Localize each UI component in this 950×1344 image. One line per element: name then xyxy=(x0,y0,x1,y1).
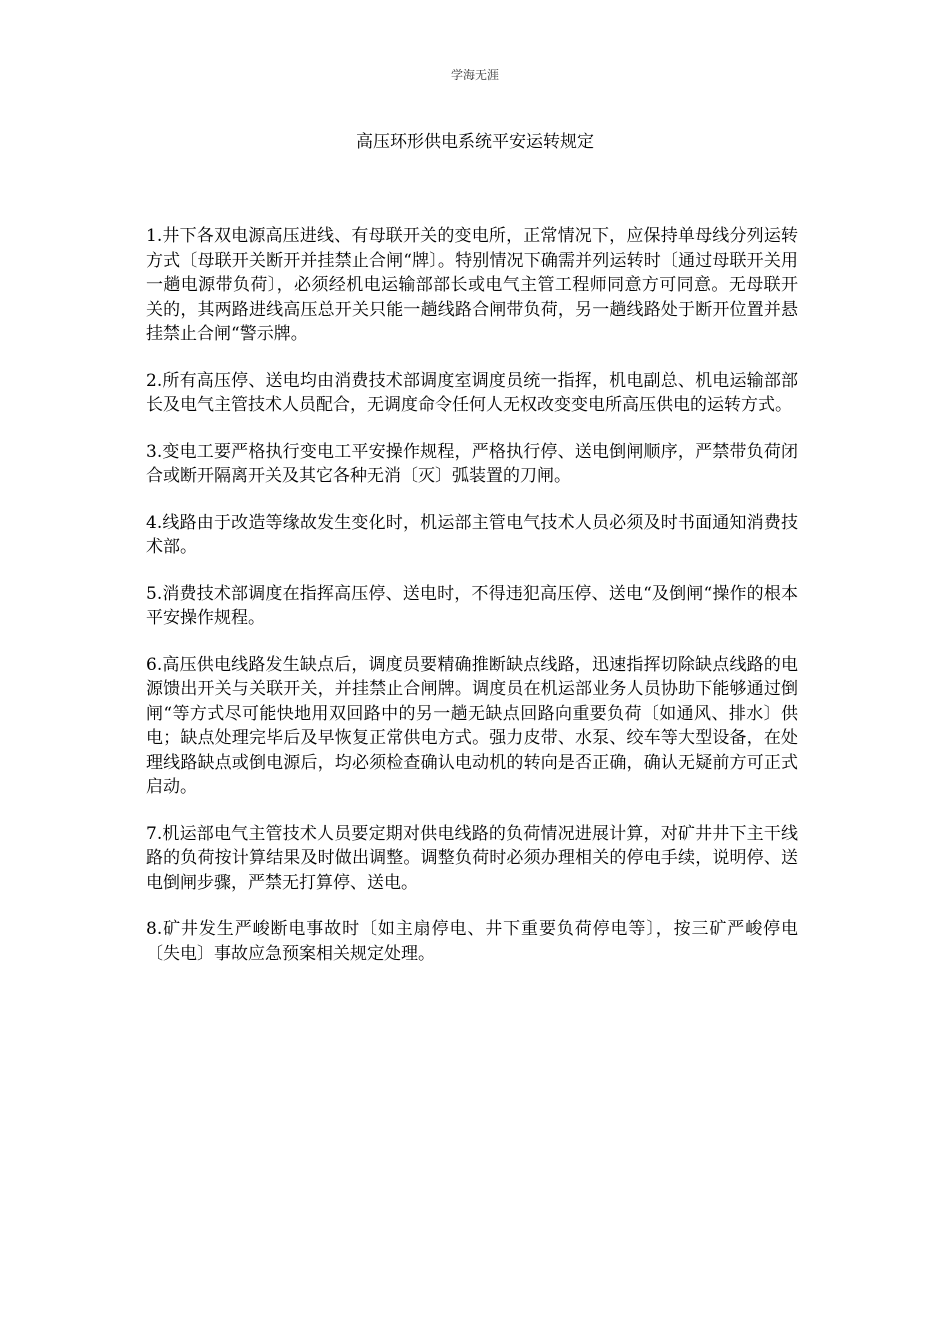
document-body xyxy=(146,224,798,988)
document-title: 高压环形供电系统平安运转规定 xyxy=(356,132,594,152)
paragraph-4: 4.线路由于改造等缘故发生变化时，机运部主管电气技术人员必须及时书面通知消费技术部。 xyxy=(146,512,798,557)
paragraph-3: 3.变电工要严格执行变电工平安操作规程，严格执行停、送电倒闸顺序，严禁带负荷闭合或断开隔离开关及其它各种无消〔灭〕弧装置的刀闸。 xyxy=(146,441,798,486)
paragraph-1: 1.井下各双电源高压进线、有母联开关的变电所，正常情况下，应保持单母线分列运转方式〔母联开关断开并挂禁止合闸“牌〕。特别情况下确需并列运转时〔通过母联开关用一趟电源带负荷〕，必须经机电运输部部长或电气主管工程师同意方可同意。无母联开关的，其两路进线高压总开关只能一趟线路合闸带负荷，另一趟线路处于断开位置并悬挂禁止合闸“警示牌。 xyxy=(146,226,798,344)
paragraph-2: 2.所有高压停、送电均由消费技术部调度室调度员统一指挥，机电副总、机电运输部部长及电气主管技术人员配合，无调度命令任何人无权改变变电所高压供电的运转方式。 xyxy=(146,370,798,415)
paragraph-7: 7.机运部电气主管技术人员要定期对供电线路的负荷情况进展计算，对矿井井下主干线路的负荷按计算结果及时做出调整。调整负荷时必须办理相关的停电手续，说明停、送电倒闸步骤，严禁无打算停、送电。 xyxy=(146,823,798,893)
paragraph-5: 5.消费技术部调度在指挥高压停、送电时，不得违犯高压停、送电“及倒闸“操作的根本平安操作规程。 xyxy=(146,583,798,628)
paragraph-6: 6.高压供电线路发生缺点后，调度员要精确推断缺点线路，迅速指挥切除缺点线路的电源馈出开关与关联开关，并挂禁止合闸牌。调度员在机运部业务人员协助下能够通过倒闸“等方式尽可能快地用双回路中的另一趟无缺点回路向重要负荷〔如通风、排水〕供电；缺点处理完毕后及早恢复正常供电方式。强力皮带、水泵、绞车等大型设备，在处理线路缺点或倒电源后，均必须检查确认电动机的转向是否正确，确认无疑前方可正式启动。 xyxy=(146,654,798,797)
page-header: 学海无涯 xyxy=(450,68,499,82)
paragraph-8: 8.矿井发生严峻断电事故时〔如主扇停电、井下重要负荷停电等〕，按三矿严峻停电〔失电〕事故应急预案相关规定处理。 xyxy=(146,919,798,964)
